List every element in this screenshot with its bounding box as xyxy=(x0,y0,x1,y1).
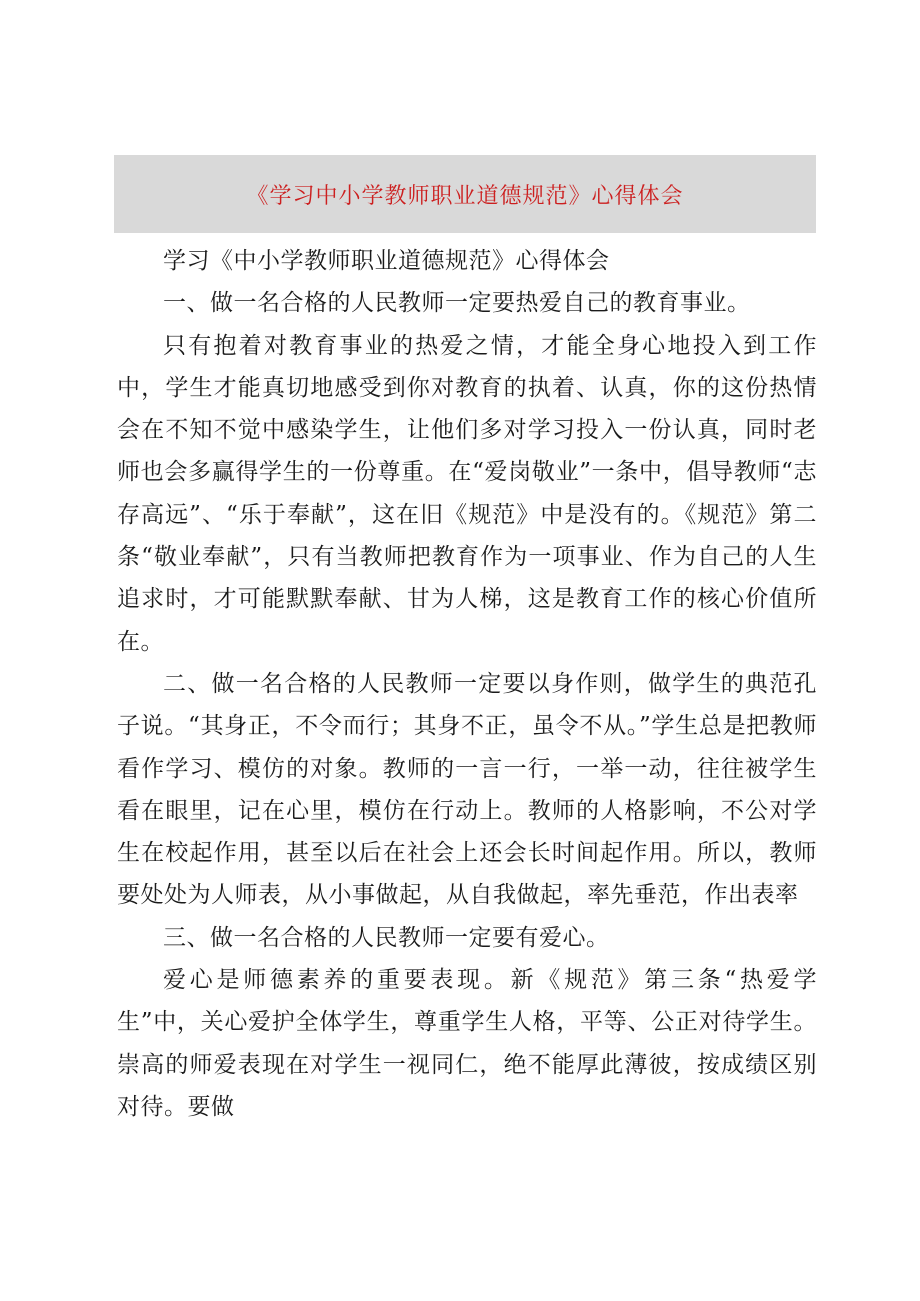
paragraph-body-1: 只有抱着对教育事业的热爱之情，才能全身心地投入到工作中，学生才能真切地感受到你对教育的执着、认真，你的这份热情会在不知不觉中感染学生，让他们多对学习投入一份认真，同时老师也会多赢得学生的一份尊重。在“爱岗敬业”一条中，倡导教师“志存高远”、“乐于奉献”，这在旧《规范》中是没有的。《规范》第二条“敬业奉献”，只有当教师把教育作为一项事业、作为自己的人生追求时，才可能默默奉献、甘为人梯，这是教育工作的核心价值所在。 xyxy=(117,332,817,655)
paragraph-heading-3: 三、做一名合格的人民教师一定要有爱心。 xyxy=(163,924,610,951)
document-title: 《学习中小学教师职业道德规范》心得体会 xyxy=(246,183,684,209)
paragraph-subtitle: 学习《中小学教师职业道德规范》心得体会 xyxy=(163,248,610,274)
paragraph-heading-1: 一、做一名合格的人民教师一定要热爱自己的教育事业。 xyxy=(163,290,751,317)
paragraph-body-3: 爱心是师德素养的重要表现。新《规范》第三条“热爱学生”中，关心爱护全体学生，尊重学生人格，平等、公正对待学生。崇高的师爱表现在对学生一视同仁，绝不能厚此薄彼，按成绩区别对待。要做 xyxy=(117,967,817,1120)
title-banner xyxy=(114,155,816,233)
paragraph-heading-2: 二、做一名合格的人民教师一定要以身作则，做学生的典范孔子说。“其身正，不令而行；其身不正，虽令不从。”学生总是把教师看作学习、模仿的对象。教师的一言一行，一举一动，往往被学生看在眼里，记在心里，模仿在行动上。教师的人格影响，不公对学生在校起作用，甚至以后在社会上还会长时间起作用。所以，教师要处处为人师表，从小事做起，从自我做起，率先垂范，作出表率 xyxy=(117,670,817,909)
document-body xyxy=(117,240,817,1128)
